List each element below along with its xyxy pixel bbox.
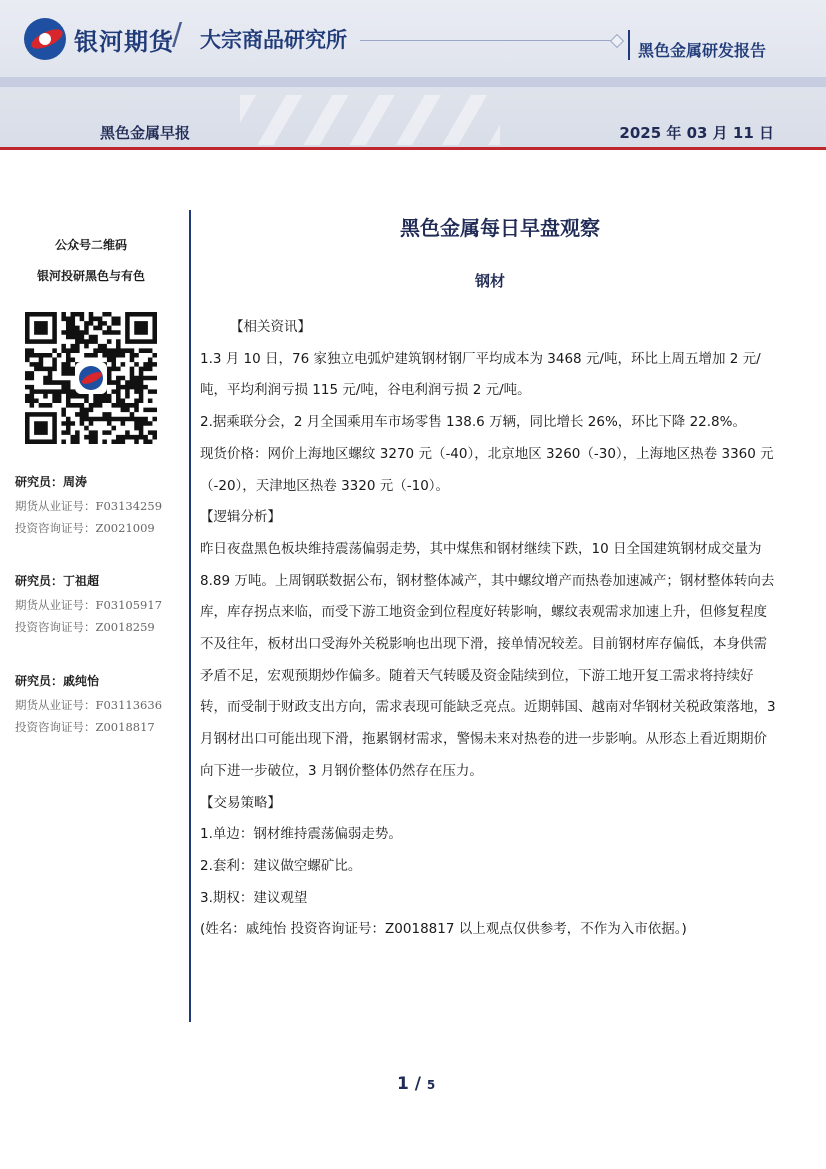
strategy-item: 1.单边：钢材维持震荡偏弱走势。 — [200, 826, 402, 843]
researcher-name: 研究员：戚纯怡 — [15, 674, 100, 688]
page-separator: / — [414, 1074, 421, 1094]
header-accent-bar — [628, 30, 630, 60]
document-subtitle: 钢材 — [474, 272, 505, 290]
report-name: 黑色金属早报 — [100, 124, 191, 142]
futures-license: 期货从业证号：F03134259 — [15, 499, 163, 513]
report-type: 黑色金属研发报告 — [638, 41, 767, 60]
news-item: 2.据乘联分会，2 月全国乘用车市场零售 138.6 万辆，同比增长 26%，环比下降 22.8%。 — [200, 414, 746, 431]
total-pages: 5 — [426, 1078, 436, 1092]
researcher-card — [15, 572, 162, 641]
header-red-line — [0, 147, 826, 150]
section-heading-strategy: 【交易策略】 — [200, 794, 281, 811]
brand-separator: / — [172, 17, 183, 52]
document-title: 黑色金属每日早盘观察 — [400, 216, 600, 240]
advisory-license: 投资咨询证号：Z0018259 — [15, 620, 155, 634]
header-deco-line — [360, 40, 620, 41]
futures-license: 期货从业证号：F03105917 — [15, 598, 163, 612]
current-page: 1 — [397, 1074, 409, 1094]
spot-prices: 现货价格：网价上海地区螺纹 3270 元（-40），北京地区 3260（-30），上海地区热卷 3360 元（-20），天津地区热卷 3320 元（-10）。 — [200, 445, 774, 494]
researcher-card — [15, 473, 162, 542]
sidebar-divider — [189, 210, 191, 1022]
logic-analysis: 昨日夜盘黑色板块维持震荡偏弱走势，其中煤焦和钢材继续下跌，10 日全国建筑钢材成交量为 8.89 万吨。上周钢联数据公布，钢材整体减产，其中螺纹增产而热卷加速减产；钢材整体转向去库，库存拐点来临，而受下游工地资金到位程度好转影响，螺纹表观需求加速上升，但修复程度不及往年，板材出口受海外关税影响也出现下滑，接单情况较差。目前钢材库存偏低，本身供需矛盾不足，宏观预期炒作偏多。随着天气转暖及资金陆续到位，下游工地开复工需求将持续好转，而受制于财政支出方向，需求表现可能缺乏亮点。近期韩国、越南对华钢材关税政策落地，3 月钢材出口可能出现下滑，拖累钢材需求，警惕未来对热卷的进一步影响。从形态上看近期期价向下进一步破位，3 月钢价整体仍然存在压力。 — [200, 540, 776, 779]
strategy-item: 3.期权：建议观望 — [200, 889, 308, 906]
researcher-name: 研究员：丁祖超 — [15, 574, 100, 588]
qr-center-logo-icon — [75, 362, 107, 394]
report-date: 2025 年 03 月 11 日 — [619, 124, 774, 142]
galaxy-logo-icon — [24, 18, 66, 60]
advisory-license: 投资咨询证号：Z0021009 — [15, 521, 155, 535]
disclaimer: (姓名：戚纯怡 投资咨询证号：Z0018817 以上观点仅供参考，不作为入市依据。) — [200, 921, 687, 938]
strategy-item: 2.套利：建议做空螺矿比。 — [200, 857, 362, 874]
futures-license: 期货从业证号：F03113636 — [15, 698, 163, 712]
report-body — [200, 312, 780, 946]
page-number — [397, 1074, 435, 1094]
researcher-name: 研究员：周涛 — [15, 475, 88, 489]
advisory-license: 投资咨询证号：Z0018817 — [15, 720, 155, 734]
section-heading-logic: 【逻辑分析】 — [200, 509, 281, 526]
section-heading-news: 【相关资讯】 — [230, 319, 311, 335]
researcher-card — [15, 672, 162, 741]
institute-name: 大宗商品研究所 — [200, 28, 347, 52]
header-decoration — [240, 95, 500, 145]
qr-account-name: 银河投研黑色与有色 — [36, 269, 145, 283]
brand-name: 银河期货 — [74, 28, 174, 56]
qr-code — [25, 312, 157, 444]
header-divider — [0, 77, 826, 87]
qr-title: 公众号二维码 — [54, 238, 127, 252]
news-item: 1.3 月 10 日，76 家独立电弧炉建筑钢材钢厂平均成本为 3468 元/吨，环比上周五增加 2 元/吨，平均利润亏损 115 元/吨，谷电利润亏损 2 元/吨。 — [200, 350, 761, 399]
